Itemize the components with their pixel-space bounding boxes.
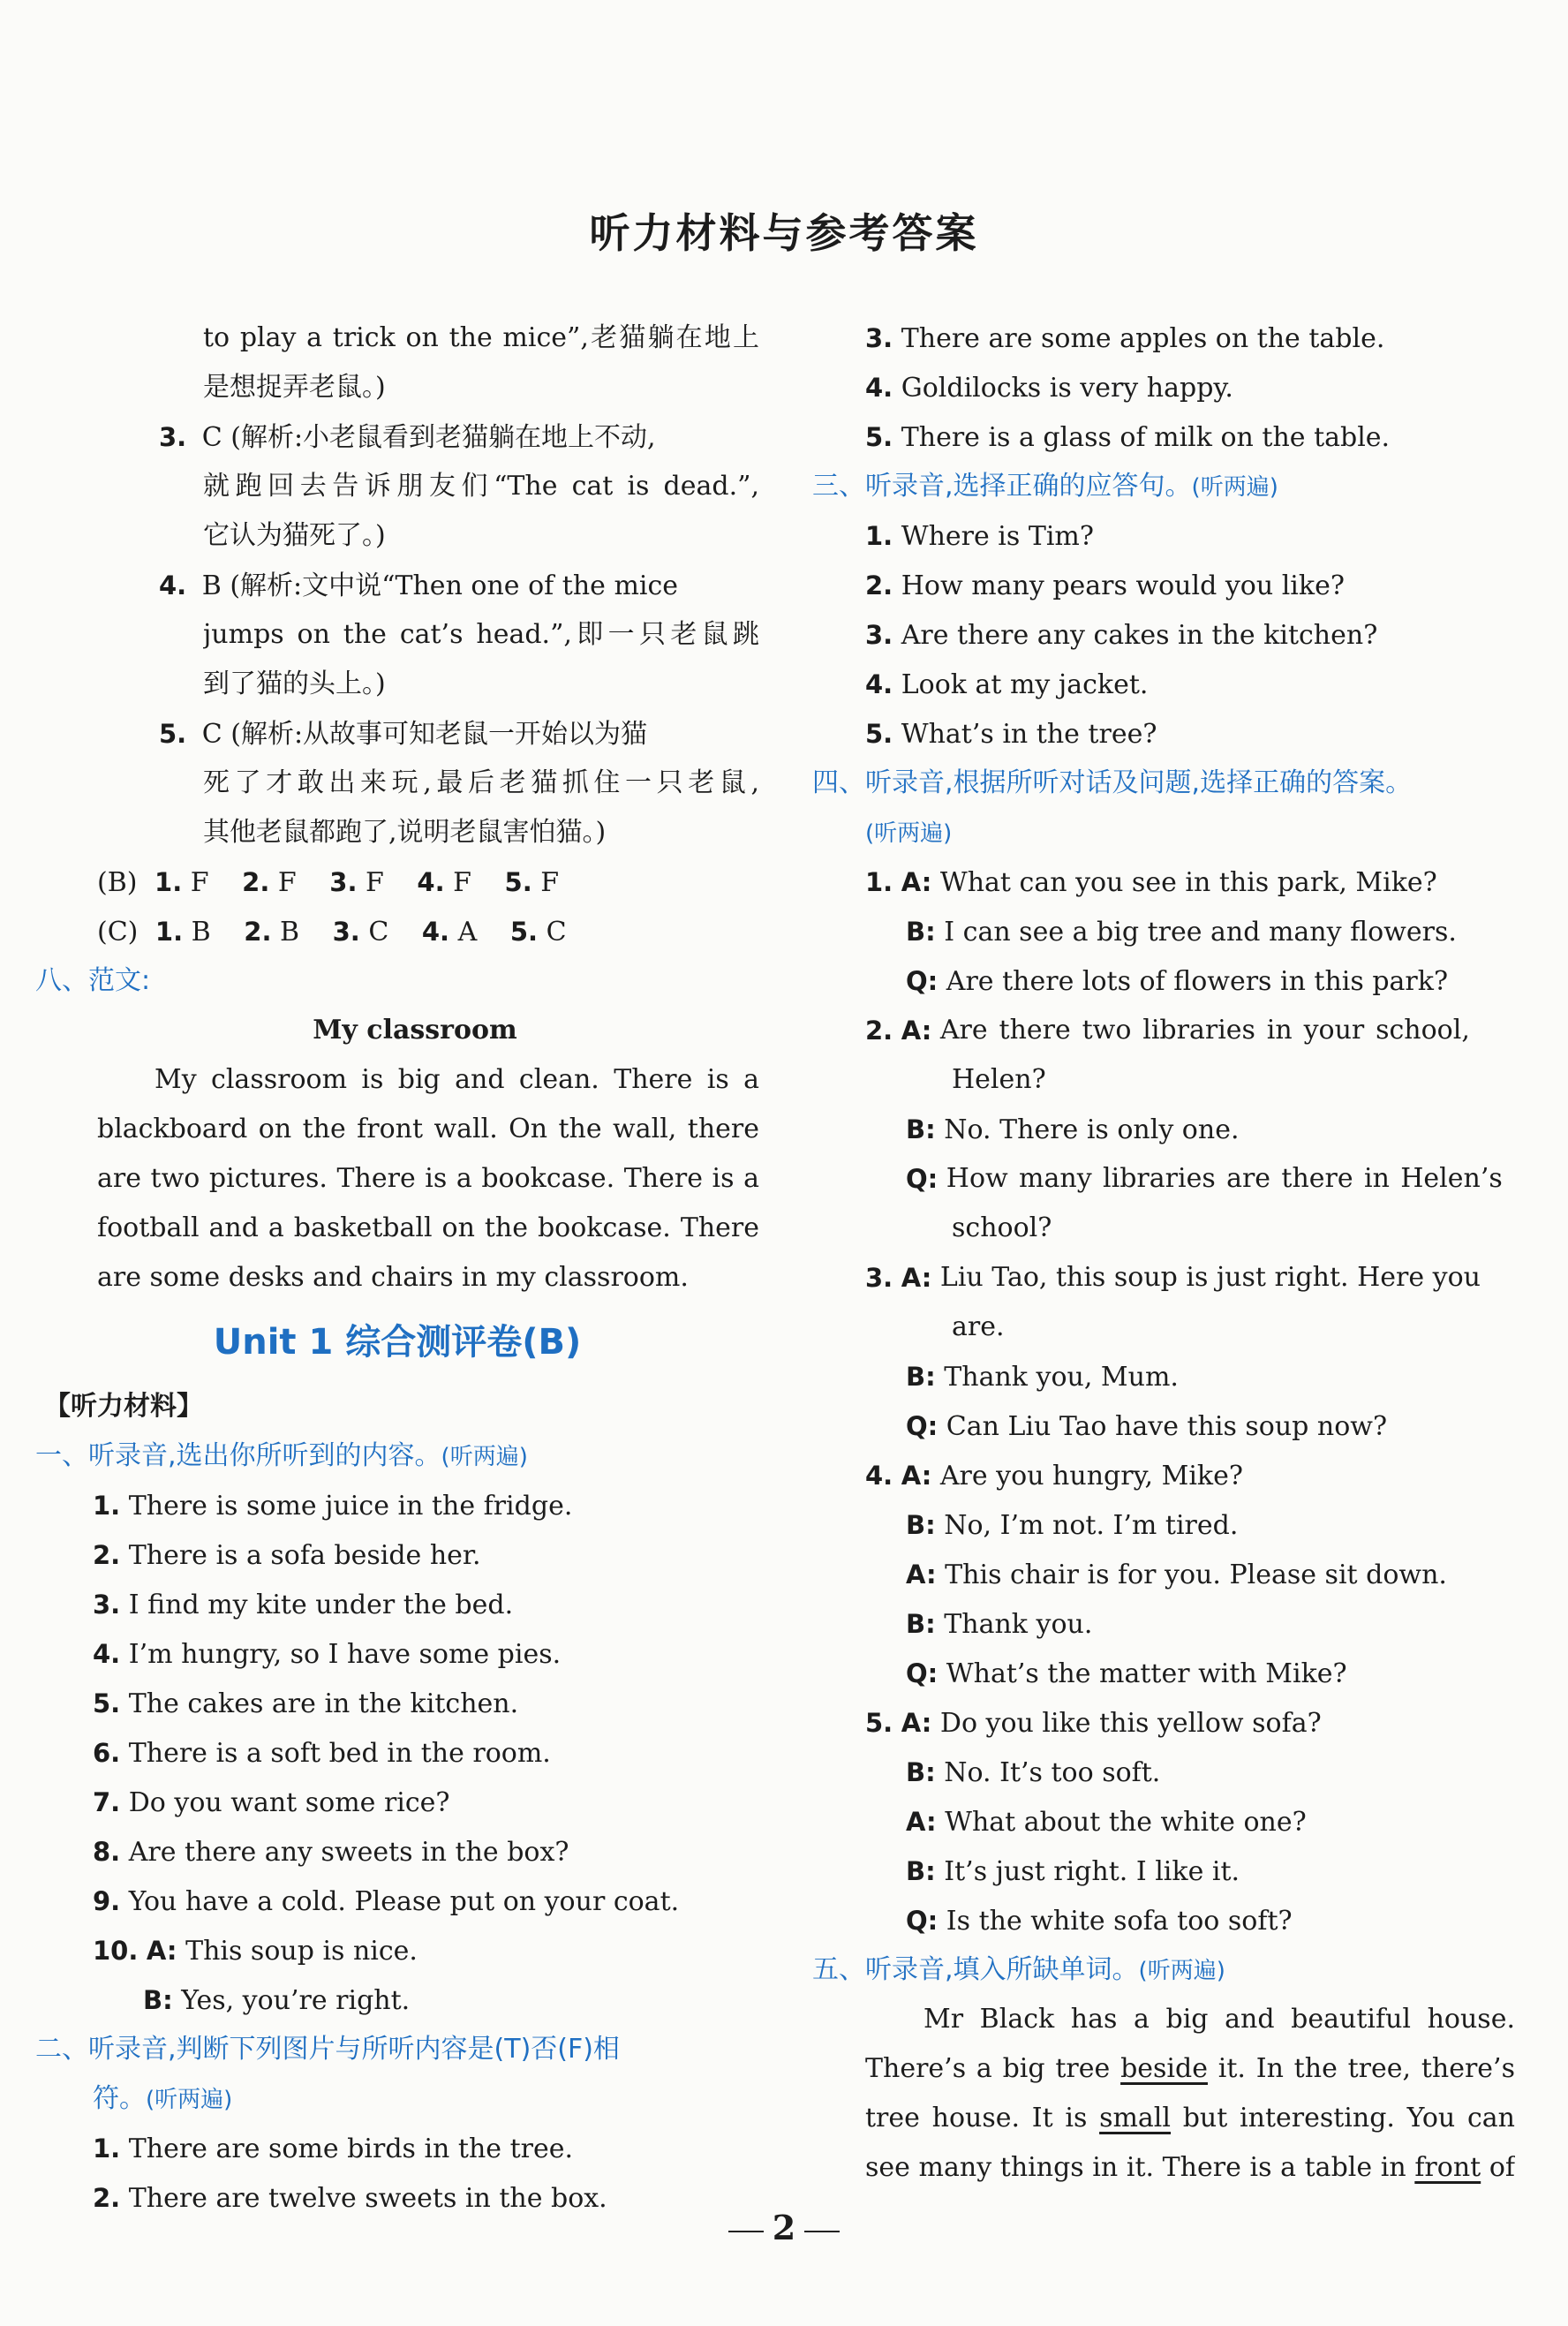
speaker-label: B: bbox=[906, 1856, 936, 1886]
item-number: 5. bbox=[93, 1688, 121, 1718]
list-item bbox=[812, 660, 1515, 709]
answer: F bbox=[366, 867, 384, 898]
item-number: 5. bbox=[865, 1708, 893, 1738]
passage-text: see many things in it. There is a table in bbox=[865, 2152, 1415, 2183]
dialogue-line bbox=[812, 857, 1515, 907]
list-item bbox=[35, 1778, 759, 1827]
dialogue-text: No, I’m not. I’m tired. bbox=[944, 1510, 1239, 1541]
item-number: 5. bbox=[865, 422, 893, 452]
item-number: 1. bbox=[155, 867, 183, 897]
dialogue-line bbox=[812, 1352, 1515, 1401]
item-text: You have a cold. Please put on your coat. bbox=[128, 1886, 680, 1917]
dialogue-text: Liu Tao, this soup is just right. Here you bbox=[939, 1262, 1481, 1293]
list-item bbox=[812, 313, 1515, 363]
dialogue-line bbox=[812, 1599, 1515, 1649]
part-label: (C) bbox=[97, 917, 139, 948]
footer-dash bbox=[804, 2231, 840, 2232]
essay-title: My classroom bbox=[313, 1015, 517, 1046]
text-line: 是想捉弄老鼠。) bbox=[203, 372, 386, 403]
text-line: 到了猫的头上。) bbox=[203, 668, 386, 699]
list-item bbox=[812, 363, 1515, 412]
item-text: Are there any sweets in the box? bbox=[128, 1837, 569, 1868]
item-text: There are twelve sweets in the box. bbox=[128, 2183, 607, 2214]
speaker-label: Q: bbox=[906, 1411, 939, 1441]
passage-text: of bbox=[1481, 2152, 1515, 2183]
essay-line: football and a basketball on the bookcase. There bbox=[97, 1212, 759, 1243]
passage-text: tree house. It is bbox=[865, 2103, 1100, 2133]
item-number: 5. bbox=[159, 719, 187, 749]
speaker-label: Q: bbox=[906, 1658, 939, 1688]
speaker-label: B: bbox=[906, 1757, 936, 1787]
item-number: 5. bbox=[865, 719, 893, 749]
dialogue-text: This chair is for you. Please sit down. bbox=[945, 1559, 1447, 1590]
item-text: Are there any cakes in the kitchen? bbox=[901, 620, 1378, 651]
item-number: 1. bbox=[155, 917, 184, 947]
listen-twice-note: (听两遍) bbox=[1138, 1958, 1225, 1984]
item-number: 2. bbox=[242, 867, 270, 897]
answer-text: C (解析:小老鼠看到老猫躺在地上不动, bbox=[201, 422, 656, 453]
item-text: This soup is nice. bbox=[185, 1936, 418, 1967]
essay-line: are two pictures. There is a bookcase. There is a bbox=[97, 1163, 759, 1194]
speaker-label: A: bbox=[901, 1016, 932, 1046]
answer: B bbox=[280, 917, 300, 948]
item-number: 4. bbox=[159, 570, 187, 600]
item-number: 5. bbox=[504, 867, 532, 897]
item-text: There is a soft bed in the room. bbox=[128, 1738, 551, 1769]
speaker-label: B: bbox=[906, 1510, 936, 1540]
item-number: 1. bbox=[93, 1491, 121, 1521]
dialogue-line bbox=[812, 1451, 1515, 1500]
speaker-label: Q: bbox=[906, 966, 939, 996]
item-number: 8. bbox=[93, 1837, 121, 1867]
answer: F bbox=[190, 867, 209, 898]
section-heading-4: 四、听录音,根据所听对话及问题,选择正确的答案。 bbox=[812, 767, 1413, 798]
item-number: 4. bbox=[865, 1461, 893, 1491]
text-line: 死了才敢出来玩,最后老猫抓住一只老鼠, bbox=[203, 767, 759, 798]
dialogue-text: Is the white sofa too soft? bbox=[946, 1906, 1293, 1937]
list-item bbox=[812, 610, 1515, 660]
filled-blank: small bbox=[1099, 2103, 1171, 2133]
item-text: I find my kite under the bed. bbox=[128, 1590, 514, 1620]
item-text: What’s in the tree? bbox=[901, 719, 1157, 750]
speaker-label: Q: bbox=[906, 1906, 939, 1936]
list-item bbox=[35, 1877, 759, 1926]
answer-item bbox=[35, 709, 759, 759]
dialogue-text: I can see a big tree and many flowers. bbox=[944, 917, 1457, 948]
item-text: Look at my jacket. bbox=[901, 669, 1149, 700]
section-heading-3 bbox=[812, 462, 1515, 511]
passage-line bbox=[812, 2044, 1515, 2094]
dialogue-text: It’s just right. I like it. bbox=[944, 1856, 1240, 1887]
list-item bbox=[35, 1629, 759, 1679]
list-item bbox=[35, 1580, 759, 1629]
listen-twice-note: (听两遍) bbox=[441, 1444, 528, 1470]
item-text: How many pears would you like? bbox=[901, 570, 1345, 601]
dialogue-line bbox=[812, 1500, 1515, 1550]
listen-twice-note: (听两遍) bbox=[865, 820, 953, 847]
item-number: 1. bbox=[865, 521, 893, 551]
item-number: 10. bbox=[93, 1936, 139, 1966]
item-number: 5. bbox=[509, 917, 539, 947]
page-footer bbox=[0, 2208, 1568, 2247]
speaker-label: A: bbox=[901, 1461, 932, 1491]
section-heading-4-note bbox=[812, 808, 1515, 857]
speaker-label: B: bbox=[143, 1985, 173, 2015]
essay-line: My classroom is big and clean. There is a bbox=[155, 1064, 759, 1095]
heading-text: 五、听录音,填入所缺单词。 bbox=[812, 1954, 1139, 1985]
item-number: 4. bbox=[421, 917, 450, 947]
list-item bbox=[35, 1827, 759, 1877]
list-item bbox=[35, 1530, 759, 1580]
dialogue-line bbox=[812, 1698, 1515, 1748]
dialogue-line bbox=[812, 1846, 1515, 1896]
part-label: (B) bbox=[97, 867, 138, 898]
text-line: to play a trick on the mice”,老猫躺在地上 bbox=[203, 322, 759, 353]
dialogue-text: What’s the matter with Mike? bbox=[946, 1658, 1347, 1689]
answer-row-b bbox=[35, 857, 759, 907]
answer-row-c bbox=[35, 907, 759, 956]
page-title: 听力材料与参考答案 bbox=[589, 209, 979, 257]
answer: F bbox=[277, 867, 297, 898]
dialogue-line bbox=[812, 1105, 1515, 1154]
left-column bbox=[35, 313, 759, 2223]
item-number: 2. bbox=[244, 917, 272, 947]
item-number: 3. bbox=[159, 422, 187, 452]
list-item bbox=[812, 412, 1515, 462]
list-item bbox=[35, 1481, 759, 1530]
list-item bbox=[812, 709, 1515, 759]
speaker-label: A: bbox=[901, 867, 932, 897]
item-text: The cakes are in the kitchen. bbox=[128, 1688, 519, 1719]
filled-blank: beside bbox=[1120, 2053, 1208, 2084]
item-number: 3. bbox=[865, 620, 893, 650]
item-number: 7. bbox=[93, 1787, 121, 1817]
item-text: Yes, you’re right. bbox=[181, 1985, 411, 2016]
item-number: 1. bbox=[93, 2133, 121, 2164]
item-number: 4. bbox=[417, 867, 445, 897]
dialogue-text: Do you like this yellow sofa? bbox=[939, 1708, 1322, 1739]
item-number: 3. bbox=[329, 867, 358, 897]
item-number: 3. bbox=[93, 1590, 121, 1620]
item-number: 4. bbox=[865, 373, 893, 403]
passage-text: There’s a big tree bbox=[865, 2053, 1121, 2084]
text-line: 就跑回去告诉朋友们“The cat is dead.”, bbox=[203, 471, 759, 502]
item-number: 2. bbox=[93, 2183, 121, 2213]
section-heading-5 bbox=[812, 1945, 1515, 1995]
dialogue-line bbox=[812, 1748, 1515, 1797]
speaker-label: B: bbox=[906, 1114, 936, 1144]
answer-item bbox=[35, 412, 759, 462]
section-heading-1 bbox=[35, 1431, 759, 1481]
answer: B bbox=[191, 917, 211, 948]
dialogue-line bbox=[812, 1550, 1515, 1599]
text-line: 它认为猫死了。) bbox=[203, 520, 386, 551]
item-text: There are some apples on the table. bbox=[901, 323, 1385, 354]
listen-twice-note: (听两遍) bbox=[1191, 474, 1278, 501]
filled-blank: front bbox=[1414, 2152, 1481, 2183]
dialogue-line bbox=[812, 1006, 1515, 1055]
dialogue-line: Helen? bbox=[952, 1064, 1046, 1095]
dialogue-text: No. It’s too soft. bbox=[944, 1757, 1161, 1788]
dialogue-line bbox=[812, 1401, 1515, 1451]
speaker-label: A: bbox=[906, 1559, 937, 1590]
answer: C bbox=[546, 917, 567, 948]
dialogue-text: What about the white one? bbox=[945, 1807, 1307, 1838]
dialogue-line bbox=[812, 1649, 1515, 1698]
listening-label: 【听力材料】 bbox=[44, 1391, 203, 1422]
dialogue-line bbox=[35, 1975, 759, 2025]
item-number: 2. bbox=[93, 1540, 121, 1570]
text-line: 其他老鼠都跑了,说明老鼠害怕猫。) bbox=[203, 817, 607, 848]
dialogue-text: What can you see in this park, Mike? bbox=[939, 867, 1437, 898]
speaker-label: A: bbox=[906, 1807, 937, 1837]
speaker-label: Q: bbox=[906, 1164, 939, 1194]
dialogue-text: Are you hungry, Mike? bbox=[939, 1461, 1243, 1492]
item-number: 2. bbox=[865, 570, 893, 600]
heading-text: 三、听录音,选择正确的应答句。 bbox=[812, 471, 1192, 502]
speaker-label: A: bbox=[146, 1936, 177, 1966]
list-item bbox=[812, 561, 1515, 610]
speaker-label: B: bbox=[906, 1609, 936, 1639]
item-number: 3. bbox=[865, 323, 893, 353]
essay-line: are some desks and chairs in my classroom. bbox=[97, 1262, 689, 1293]
item-number: 3. bbox=[332, 917, 360, 947]
speaker-label: A: bbox=[901, 1263, 932, 1293]
section-heading-2: 二、听录音,判断下列图片与所听内容是(T)否(F)相 bbox=[35, 2034, 620, 2065]
answer: F bbox=[453, 867, 471, 898]
dialogue-text: Are there two libraries in your school, bbox=[939, 1015, 1470, 1046]
list-item bbox=[812, 511, 1515, 561]
right-column bbox=[812, 313, 1515, 2193]
heading-text: 一、听录音,选出你所听到的内容。 bbox=[35, 1440, 441, 1471]
dialogue-line: are. bbox=[952, 1311, 1005, 1342]
answer: C bbox=[368, 917, 389, 948]
list-item bbox=[35, 1926, 759, 1975]
dialogue-line bbox=[812, 1154, 1515, 1204]
dialogue-line bbox=[812, 1797, 1515, 1846]
passage-line bbox=[812, 2143, 1515, 2193]
passage-line bbox=[812, 2094, 1515, 2143]
unit-title: Unit 1 综合测评卷(B) bbox=[213, 1322, 582, 1363]
listen-twice-note: (听两遍) bbox=[146, 2087, 233, 2113]
item-number: 2. bbox=[865, 1016, 893, 1046]
dialogue-line bbox=[812, 907, 1515, 956]
dialogue-line: school? bbox=[952, 1212, 1052, 1243]
answer-text: C (解析:从故事可知老鼠一开始以为猫 bbox=[201, 719, 648, 750]
essay-line: blackboard on the front wall. On the wall, there bbox=[97, 1114, 759, 1144]
list-item bbox=[35, 2124, 759, 2173]
item-text: There are some birds in the tree. bbox=[128, 2133, 574, 2164]
list-item bbox=[35, 1728, 759, 1778]
section-heading-2-cont bbox=[35, 2074, 759, 2124]
dialogue-line bbox=[812, 1896, 1515, 1945]
item-text: There is some juice in the fridge. bbox=[128, 1491, 573, 1522]
footer-dash bbox=[728, 2231, 764, 2232]
speaker-label: A: bbox=[901, 1708, 932, 1738]
item-text: There is a sofa beside her. bbox=[128, 1540, 481, 1571]
item-number: 9. bbox=[93, 1886, 121, 1916]
passage-text: but interesting. You can bbox=[1171, 2103, 1515, 2133]
passage-text: it. In the tree, there’s bbox=[1217, 2053, 1515, 2084]
dialogue-text: No. There is only one. bbox=[944, 1114, 1240, 1145]
heading-text: 符。 bbox=[93, 2083, 146, 2114]
answer-text: B (解析:文中说“Then one of the mice bbox=[201, 570, 679, 601]
speaker-label: B: bbox=[906, 1362, 936, 1392]
item-text: Where is Tim? bbox=[901, 521, 1094, 552]
dialogue-text: How many libraries are there in Helen’s bbox=[946, 1163, 1503, 1194]
answer: A bbox=[457, 917, 478, 948]
dialogue-text: Are there lots of flowers in this park? bbox=[946, 966, 1449, 997]
dialogue-line bbox=[812, 1253, 1515, 1303]
dialogue-text: Can Liu Tao have this soup now? bbox=[946, 1411, 1388, 1442]
item-text: There is a glass of milk on the table. bbox=[901, 422, 1391, 453]
text-line: jumps on the cat’s head.”,即一只老鼠跳 bbox=[203, 619, 759, 650]
answer: F bbox=[540, 867, 560, 898]
page-number: 2 bbox=[772, 2208, 796, 2247]
item-text: I’m hungry, so I have some pies. bbox=[128, 1639, 562, 1670]
list-item bbox=[35, 1679, 759, 1728]
item-number: 6. bbox=[93, 1738, 121, 1768]
dialogue-line bbox=[812, 956, 1515, 1006]
passage-line: Mr Black has a big and beautiful house. bbox=[923, 2004, 1515, 2035]
answer-item bbox=[35, 561, 759, 610]
dialogue-text: Thank you, Mum. bbox=[944, 1362, 1179, 1393]
item-number: 1. bbox=[865, 867, 893, 897]
speaker-label: B: bbox=[906, 917, 936, 947]
section-heading-8: 八、范文: bbox=[35, 965, 151, 996]
item-number: 4. bbox=[865, 669, 893, 699]
item-number: 3. bbox=[865, 1263, 893, 1293]
item-number: 4. bbox=[93, 1639, 121, 1669]
item-text: Goldilocks is very happy. bbox=[901, 373, 1233, 404]
dialogue-text: Thank you. bbox=[944, 1609, 1093, 1640]
item-text: Do you want some rice? bbox=[128, 1787, 450, 1818]
